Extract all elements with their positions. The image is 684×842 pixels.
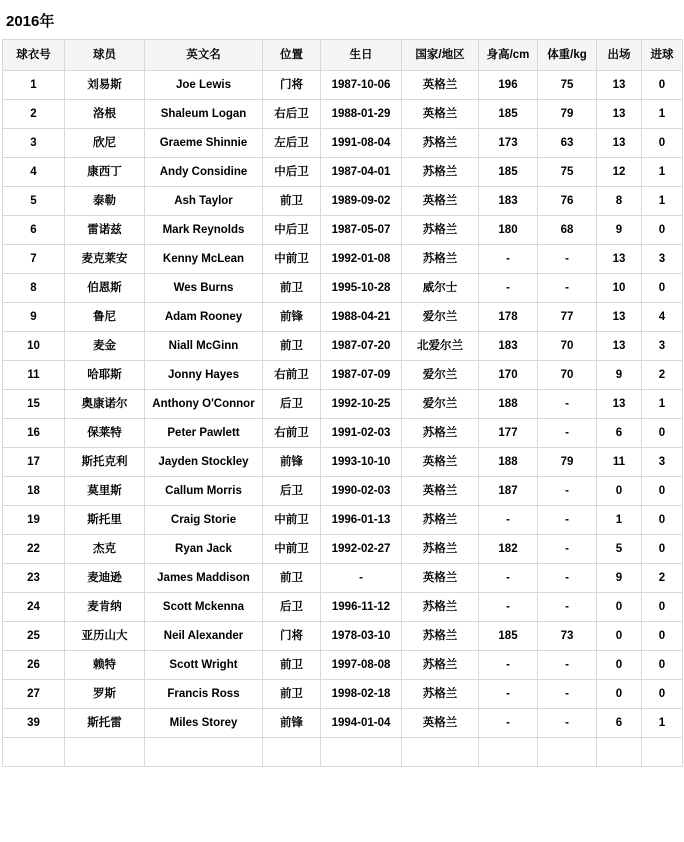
cell-english-name: Wes Burns (145, 274, 263, 303)
cell-english-name: Ash Taylor (145, 187, 263, 216)
roster-table (2, 39, 683, 767)
cell-goals: 0 (642, 506, 683, 535)
cell-english-name: Niall McGinn (145, 332, 263, 361)
cell-english-name: Jayden Stockley (145, 448, 263, 477)
cell-position: 中前卫 (263, 506, 321, 535)
cell-birthday: 1987-05-07 (321, 216, 402, 245)
table-row (3, 71, 683, 100)
cell-shirt-number: 7 (3, 245, 65, 274)
cell-english-name: James Maddison (145, 564, 263, 593)
cell-player: 鲁尼 (65, 303, 145, 332)
cell-country: 英格兰 (402, 71, 479, 100)
cell-height: - (479, 709, 538, 738)
cell-empty (642, 738, 683, 767)
cell-birthday: 1988-04-21 (321, 303, 402, 332)
cell-goals: 0 (642, 593, 683, 622)
cell-english-name: Scott Wright (145, 651, 263, 680)
cell-goals: 0 (642, 477, 683, 506)
cell-birthday: - (321, 564, 402, 593)
cell-weight: 76 (538, 187, 597, 216)
cell-birthday: 1998-02-18 (321, 680, 402, 709)
cell-goals: 0 (642, 419, 683, 448)
cell-player: 斯托里 (65, 506, 145, 535)
cell-player: 亚历山大 (65, 622, 145, 651)
table-row (3, 506, 683, 535)
cell-weight: - (538, 506, 597, 535)
cell-shirt-number: 25 (3, 622, 65, 651)
cell-goals: 0 (642, 680, 683, 709)
cell-goals: 3 (642, 332, 683, 361)
cell-weight: 79 (538, 100, 597, 129)
cell-country: 苏格兰 (402, 506, 479, 535)
cell-player: 刘易斯 (65, 71, 145, 100)
cell-appearances: 13 (597, 303, 642, 332)
cell-english-name: Graeme Shinnie (145, 129, 263, 158)
cell-position: 前卫 (263, 564, 321, 593)
cell-appearances: 13 (597, 129, 642, 158)
column-header-appearances: 出场 (597, 40, 642, 71)
cell-english-name: Kenny McLean (145, 245, 263, 274)
cell-player: 麦克莱安 (65, 245, 145, 274)
cell-weight: - (538, 245, 597, 274)
cell-position: 后卫 (263, 477, 321, 506)
cell-appearances: 11 (597, 448, 642, 477)
cell-goals: 0 (642, 216, 683, 245)
cell-shirt-number: 22 (3, 535, 65, 564)
table-row (3, 390, 683, 419)
cell-birthday: 1997-08-08 (321, 651, 402, 680)
cell-player: 麦肯纳 (65, 593, 145, 622)
cell-english-name: Mark Reynolds (145, 216, 263, 245)
cell-birthday: 1990-02-03 (321, 477, 402, 506)
cell-english-name: Scott Mckenna (145, 593, 263, 622)
cell-player: 洛根 (65, 100, 145, 129)
cell-shirt-number: 3 (3, 129, 65, 158)
cell-weight: 77 (538, 303, 597, 332)
cell-goals: 1 (642, 709, 683, 738)
cell-goals: 1 (642, 187, 683, 216)
cell-country: 北爱尔兰 (402, 332, 479, 361)
cell-birthday: 1987-04-01 (321, 158, 402, 187)
table-row (3, 187, 683, 216)
cell-birthday: 1988-01-29 (321, 100, 402, 129)
cell-appearances: 13 (597, 332, 642, 361)
cell-appearances: 9 (597, 361, 642, 390)
cell-player: 康西丁 (65, 158, 145, 187)
cell-empty (538, 738, 597, 767)
cell-height: 183 (479, 332, 538, 361)
cell-weight: 68 (538, 216, 597, 245)
cell-goals: 1 (642, 390, 683, 419)
cell-empty (263, 738, 321, 767)
column-header-english-name: 英文名 (145, 40, 263, 71)
cell-country: 爱尔兰 (402, 303, 479, 332)
cell-english-name: Anthony O'Connor (145, 390, 263, 419)
cell-birthday: 1987-07-20 (321, 332, 402, 361)
column-header-goals: 进球 (642, 40, 683, 71)
cell-country: 英格兰 (402, 100, 479, 129)
cell-birthday: 1991-08-04 (321, 129, 402, 158)
table-row (3, 100, 683, 129)
cell-height: 188 (479, 448, 538, 477)
cell-weight: 73 (538, 622, 597, 651)
cell-position: 前锋 (263, 303, 321, 332)
cell-position: 前卫 (263, 651, 321, 680)
cell-height: - (479, 564, 538, 593)
cell-weight: - (538, 709, 597, 738)
table-row (3, 245, 683, 274)
cell-position: 右后卫 (263, 100, 321, 129)
cell-position: 前锋 (263, 709, 321, 738)
column-header-player: 球员 (65, 40, 145, 71)
cell-height: 180 (479, 216, 538, 245)
cell-height: 185 (479, 100, 538, 129)
cell-position: 中前卫 (263, 245, 321, 274)
cell-country: 苏格兰 (402, 622, 479, 651)
cell-appearances: 13 (597, 245, 642, 274)
cell-shirt-number: 18 (3, 477, 65, 506)
cell-player: 麦金 (65, 332, 145, 361)
cell-goals: 1 (642, 100, 683, 129)
cell-appearances: 0 (597, 651, 642, 680)
cell-birthday: 1992-10-25 (321, 390, 402, 419)
cell-birthday: 1987-10-06 (321, 71, 402, 100)
cell-shirt-number: 8 (3, 274, 65, 303)
table-row (3, 535, 683, 564)
cell-player: 哈耶斯 (65, 361, 145, 390)
cell-appearances: 8 (597, 187, 642, 216)
cell-country: 威尔士 (402, 274, 479, 303)
cell-weight: 75 (538, 71, 597, 100)
cell-height: - (479, 245, 538, 274)
cell-position: 中后卫 (263, 216, 321, 245)
cell-weight: - (538, 680, 597, 709)
cell-birthday: 1993-10-10 (321, 448, 402, 477)
table-spacer-row (3, 738, 683, 767)
cell-position: 前卫 (263, 187, 321, 216)
cell-english-name: Joe Lewis (145, 71, 263, 100)
cell-english-name: Miles Storey (145, 709, 263, 738)
cell-player: 欣尼 (65, 129, 145, 158)
cell-goals: 0 (642, 622, 683, 651)
cell-shirt-number: 23 (3, 564, 65, 593)
cell-english-name: Callum Morris (145, 477, 263, 506)
cell-weight: - (538, 651, 597, 680)
cell-empty (145, 738, 263, 767)
page-title: 2016年 (6, 13, 55, 30)
cell-weight: - (538, 593, 597, 622)
cell-player: 赖特 (65, 651, 145, 680)
cell-position: 前卫 (263, 680, 321, 709)
cell-height: 185 (479, 622, 538, 651)
cell-player: 斯托克利 (65, 448, 145, 477)
cell-shirt-number: 24 (3, 593, 65, 622)
cell-position: 后卫 (263, 390, 321, 419)
cell-empty (402, 738, 479, 767)
cell-empty (321, 738, 402, 767)
cell-shirt-number: 2 (3, 100, 65, 129)
cell-weight: 70 (538, 361, 597, 390)
cell-shirt-number: 16 (3, 419, 65, 448)
column-header-position: 位置 (263, 40, 321, 71)
cell-country: 苏格兰 (402, 158, 479, 187)
cell-height: 183 (479, 187, 538, 216)
cell-english-name: Francis Ross (145, 680, 263, 709)
cell-country: 苏格兰 (402, 419, 479, 448)
cell-english-name: Craig Storie (145, 506, 263, 535)
cell-appearances: 13 (597, 100, 642, 129)
cell-height: 173 (479, 129, 538, 158)
cell-weight: 75 (538, 158, 597, 187)
cell-player: 泰勒 (65, 187, 145, 216)
column-header-shirt-number: 球衣号 (3, 40, 65, 71)
table-row (3, 709, 683, 738)
cell-empty (597, 738, 642, 767)
cell-goals: 0 (642, 274, 683, 303)
cell-empty (65, 738, 145, 767)
cell-shirt-number: 9 (3, 303, 65, 332)
table-body (3, 71, 683, 767)
cell-appearances: 5 (597, 535, 642, 564)
cell-birthday: 1978-03-10 (321, 622, 402, 651)
table-row (3, 419, 683, 448)
cell-position: 前卫 (263, 274, 321, 303)
cell-birthday: 1992-01-08 (321, 245, 402, 274)
cell-shirt-number: 27 (3, 680, 65, 709)
table-row (3, 477, 683, 506)
cell-country: 英格兰 (402, 709, 479, 738)
cell-appearances: 6 (597, 419, 642, 448)
cell-weight: 79 (538, 448, 597, 477)
cell-position: 门将 (263, 71, 321, 100)
cell-country: 苏格兰 (402, 651, 479, 680)
table-row (3, 332, 683, 361)
cell-height: 185 (479, 158, 538, 187)
cell-goals: 0 (642, 71, 683, 100)
cell-country: 爱尔兰 (402, 361, 479, 390)
cell-position: 中后卫 (263, 158, 321, 187)
table-row (3, 303, 683, 332)
cell-weight: - (538, 419, 597, 448)
cell-appearances: 13 (597, 71, 642, 100)
cell-goals: 0 (642, 651, 683, 680)
cell-shirt-number: 5 (3, 187, 65, 216)
cell-position: 左后卫 (263, 129, 321, 158)
cell-player: 杰克 (65, 535, 145, 564)
cell-shirt-number: 1 (3, 71, 65, 100)
cell-height: 187 (479, 477, 538, 506)
cell-english-name: Ryan Jack (145, 535, 263, 564)
cell-weight: - (538, 535, 597, 564)
cell-position: 右前卫 (263, 361, 321, 390)
cell-country: 苏格兰 (402, 245, 479, 274)
cell-birthday: 1989-09-02 (321, 187, 402, 216)
cell-goals: 3 (642, 448, 683, 477)
cell-shirt-number: 10 (3, 332, 65, 361)
cell-country: 英格兰 (402, 187, 479, 216)
cell-country: 苏格兰 (402, 535, 479, 564)
cell-position: 右前卫 (263, 419, 321, 448)
column-header-height: 身高/cm (479, 40, 538, 71)
cell-position: 中前卫 (263, 535, 321, 564)
cell-height: 182 (479, 535, 538, 564)
cell-birthday: 1994-01-04 (321, 709, 402, 738)
cell-birthday: 1987-07-09 (321, 361, 402, 390)
cell-appearances: 9 (597, 564, 642, 593)
cell-weight: 70 (538, 332, 597, 361)
cell-weight: - (538, 477, 597, 506)
cell-player: 奥康诺尔 (65, 390, 145, 419)
cell-empty (479, 738, 538, 767)
column-header-weight: 体重/kg (538, 40, 597, 71)
cell-weight: - (538, 564, 597, 593)
cell-english-name: Shaleum Logan (145, 100, 263, 129)
cell-goals: 2 (642, 564, 683, 593)
cell-height: 177 (479, 419, 538, 448)
cell-english-name: Peter Pawlett (145, 419, 263, 448)
cell-position: 后卫 (263, 593, 321, 622)
cell-height: 178 (479, 303, 538, 332)
table-row (3, 564, 683, 593)
cell-birthday: 1996-11-12 (321, 593, 402, 622)
cell-english-name: Andy Considine (145, 158, 263, 187)
table-row (3, 216, 683, 245)
cell-empty (3, 738, 65, 767)
cell-birthday: 1991-02-03 (321, 419, 402, 448)
cell-shirt-number: 17 (3, 448, 65, 477)
cell-birthday: 1992-02-27 (321, 535, 402, 564)
cell-position: 前卫 (263, 332, 321, 361)
cell-goals: 1 (642, 158, 683, 187)
cell-shirt-number: 19 (3, 506, 65, 535)
table-row (3, 593, 683, 622)
cell-appearances: 12 (597, 158, 642, 187)
cell-appearances: 0 (597, 593, 642, 622)
cell-country: 爱尔兰 (402, 390, 479, 419)
cell-player: 麦迪逊 (65, 564, 145, 593)
table-header (3, 40, 683, 71)
cell-height: 170 (479, 361, 538, 390)
cell-english-name: Jonny Hayes (145, 361, 263, 390)
cell-player: 雷诺兹 (65, 216, 145, 245)
cell-birthday: 1996-01-13 (321, 506, 402, 535)
cell-weight: 63 (538, 129, 597, 158)
cell-appearances: 9 (597, 216, 642, 245)
cell-goals: 0 (642, 129, 683, 158)
cell-height: - (479, 274, 538, 303)
cell-english-name: Adam Rooney (145, 303, 263, 332)
cell-country: 英格兰 (402, 477, 479, 506)
cell-appearances: 10 (597, 274, 642, 303)
cell-shirt-number: 39 (3, 709, 65, 738)
cell-goals: 4 (642, 303, 683, 332)
cell-player: 斯托雷 (65, 709, 145, 738)
cell-height: - (479, 593, 538, 622)
cell-height: - (479, 651, 538, 680)
cell-appearances: 0 (597, 680, 642, 709)
cell-appearances: 13 (597, 390, 642, 419)
cell-weight: - (538, 390, 597, 419)
table-row (3, 361, 683, 390)
table-row (3, 651, 683, 680)
cell-shirt-number: 6 (3, 216, 65, 245)
table-row (3, 680, 683, 709)
cell-player: 罗斯 (65, 680, 145, 709)
cell-birthday: 1995-10-28 (321, 274, 402, 303)
cell-goals: 0 (642, 535, 683, 564)
cell-position: 门将 (263, 622, 321, 651)
cell-weight: - (538, 274, 597, 303)
cell-height: - (479, 680, 538, 709)
cell-appearances: 0 (597, 477, 642, 506)
cell-english-name: Neil Alexander (145, 622, 263, 651)
cell-height: - (479, 506, 538, 535)
cell-goals: 3 (642, 245, 683, 274)
cell-height: 188 (479, 390, 538, 419)
cell-country: 苏格兰 (402, 593, 479, 622)
cell-appearances: 1 (597, 506, 642, 535)
cell-shirt-number: 15 (3, 390, 65, 419)
cell-country: 苏格兰 (402, 129, 479, 158)
cell-appearances: 0 (597, 622, 642, 651)
table-row (3, 622, 683, 651)
page-bottom-space (0, 767, 684, 827)
cell-country: 苏格兰 (402, 216, 479, 245)
cell-player: 伯恩斯 (65, 274, 145, 303)
cell-country: 英格兰 (402, 448, 479, 477)
cell-player: 保莱特 (65, 419, 145, 448)
cell-country: 英格兰 (402, 564, 479, 593)
table-header-row (3, 40, 683, 71)
cell-player: 莫里斯 (65, 477, 145, 506)
cell-height: 196 (479, 71, 538, 100)
cell-country: 苏格兰 (402, 680, 479, 709)
cell-shirt-number: 11 (3, 361, 65, 390)
cell-appearances: 6 (597, 709, 642, 738)
cell-goals: 2 (642, 361, 683, 390)
cell-shirt-number: 26 (3, 651, 65, 680)
table-row (3, 129, 683, 158)
cell-position: 前锋 (263, 448, 321, 477)
column-header-country: 国家/地区 (402, 40, 479, 71)
cell-shirt-number: 4 (3, 158, 65, 187)
table-row (3, 158, 683, 187)
table-row (3, 448, 683, 477)
column-header-birthday: 生日 (321, 40, 402, 71)
table-row (3, 274, 683, 303)
